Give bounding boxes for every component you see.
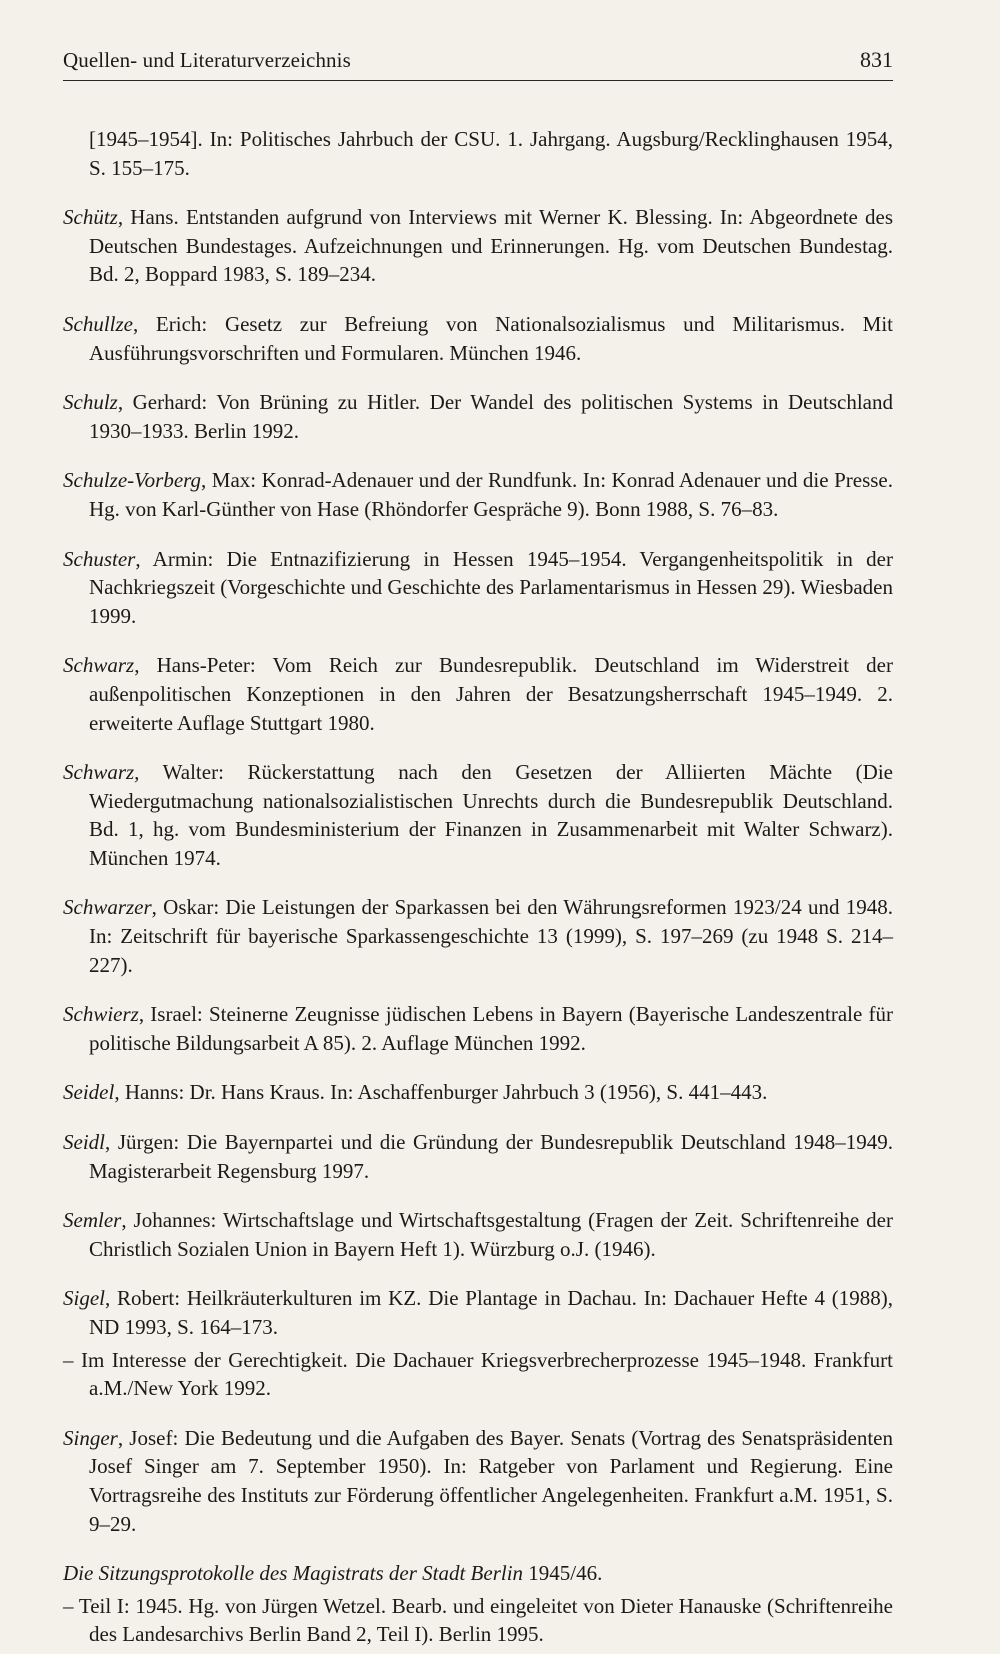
entry-text: , Oskar: Die Leistungen der Sparkassen bei den Währungsreformen 1923/24 und 1948. In: Zeitschrift für bayerische Sparkassengeschichte 13 (1999), S. 197–269 (zu 1948 S. 214–227).: [89, 895, 893, 977]
entry-author: Schwierz: [63, 1002, 139, 1027]
bibliography-entry: [63, 1078, 893, 1107]
entry-author: Schwarz,: [63, 760, 140, 785]
bibliography-entry: [63, 1128, 893, 1185]
entry-text: Teil I: 1945. Hg. von Jürgen Wetzel. Bearb. und eingeleitet von Dieter Hanauske (Schriftenreihe des Landesarchivs Berlin Band 2, Teil I). Berlin 1995.: [78, 1593, 894, 1647]
entry-author: Schulz: [63, 390, 118, 415]
entry-text: , Jürgen: Die Bayernpartei und die Gründung der Bundesrepublik Deutschland 1948–1949. Magisterarbeit Regensburg 1997.: [89, 1130, 893, 1183]
bibliography-entry: [63, 310, 893, 367]
entry-text: [1945–1954]. In: Politisches Jahrbuch der CSU. 1. Jahrgang. Augsburg/Recklinghausen 1954, S. 155–175.: [89, 127, 893, 180]
bibliography-entry: [63, 893, 893, 979]
bibliography-entry: [63, 1424, 893, 1538]
entry-author: Schulze-Vorberg: [63, 468, 202, 493]
bibliography-entry: [63, 1206, 893, 1263]
bibliography-subentry: [63, 1592, 893, 1649]
entry-text: , Erich: Gesetz zur Befreiung von Nationalsozialismus und Militarismus. Mit Ausführungsvorschriften und Formularen. München 1946.: [89, 311, 893, 365]
entry-text: , Josef: Die Bedeutung und die Aufgaben des Bayer. Senats (Vortrag des Senatspräsidenten Josef Singer am 7. September 1950). In: Ratgeber von Parlament und Regierung. Eine Vortragsreihe des Instituts zur Förderung öffentlicher Angelegenheiten. Frankfurt a.M. 1951, S. 9–29.: [89, 1425, 893, 1536]
running-title: Quellen- und Literaturverzeichnis: [63, 48, 351, 72]
entry-author: Seidl: [63, 1130, 105, 1155]
entry-author: Schwarzer: [63, 895, 152, 920]
entry-text: , Johannes: Wirtschaftslage und Wirtschaftsgestaltung (Fragen der Zeit. Schriftenreihe der Christlich Sozialen Union in Bayern Heft 1). Würzburg o.J. (1946).: [89, 1208, 893, 1261]
entry-author: Seidel: [63, 1080, 115, 1105]
entry-text: , Hans-Peter: Vom Reich zur Bundesrepublik. Deutschland im Widerstreit der außenpolitischen Konzeptionen in den Jahren der Besatzungsherrschaft 1945–1949. 2. erweiterte Auflage Stuttgart 1980.: [89, 653, 893, 735]
bibliography-list: [63, 104, 893, 1654]
entry-dash: –: [63, 1593, 79, 1618]
page-number: 831: [860, 47, 893, 72]
bibliography-entry: [63, 651, 893, 737]
entry-title: Die Sitzungsprotokolle des Magistrats der Stadt Berlin: [63, 1561, 524, 1586]
bibliography-entry: [63, 125, 893, 182]
entry-author: Semler: [63, 1208, 122, 1233]
entry-author: Sigel: [63, 1286, 105, 1311]
entry-text: , Israel: Steinerne Zeugnisse jüdischen Lebens in Bayern (Bayerische Landeszentrale für politische Bildungsarbeit A 85). 2. Auflage München 1992.: [89, 1002, 893, 1055]
running-header: [63, 46, 893, 81]
entry-author: Singer: [63, 1425, 118, 1450]
bibliography-entry: [63, 545, 893, 631]
entry-dash: –: [63, 1347, 81, 1372]
bibliography-subentry: [63, 1346, 893, 1403]
entry-text: 1945/46.: [523, 1561, 603, 1586]
entry-text: , Robert: Heilkräuterkulturen im KZ. Die Plantage in Dachau. In: Dachauer Hefte 4 (1988), ND 1993, S. 164–173.: [89, 1286, 893, 1339]
bibliography-entry: [63, 388, 893, 445]
entry-text: Im Interesse der Gerechtigkeit. Die Dachauer Kriegsverbrecherprozesse 1945–1948. Frankfurt a.M./New York 1992.: [80, 1347, 893, 1401]
bibliography-entry: [63, 1559, 893, 1588]
entry-text: , Max: Konrad-Adenauer und der Rundfunk. In: Konrad Adenauer und die Presse. Hg. von Karl-Günther von Hase (Rhöndorfer Gespräche 9). Bonn 1988, S. 76–83.: [89, 468, 893, 521]
entry-author: Schullze: [63, 311, 133, 336]
bibliography-entry: [63, 1000, 893, 1057]
bibliography-entry: [63, 1284, 893, 1341]
bibliography-entry: [63, 758, 893, 872]
entry-author: Schütz: [63, 205, 118, 230]
entry-author: Schwarz: [63, 653, 135, 678]
entry-text: , Hans. Entstanden aufgrund von Interviews mit Werner K. Blessing. In: Abgeordnete des Deutschen Bundestages. Aufzeichnungen und Erinnerungen. Hg. vom Deutschen Bundestag. Bd. 2, Boppard 1983, S. 189–234.: [89, 205, 893, 287]
bibliography-entry: [63, 466, 893, 523]
entry-text: Walter: Rückerstattung nach den Gesetzen der Alliierten Mächte (Die Wiedergutmachung nationalsozialistischen Unrechts durch die Bundesrepublik Deutschland. Bd. 1, hg. vom Bundesministerium der Finanzen in Zusammenarbeit mit Walter Schwarz). München 1974.: [89, 760, 893, 870]
entry-author: Schuster: [63, 546, 136, 571]
bibliography-entry: [63, 203, 893, 289]
entry-text: , Armin: Die Entnazifizierung in Hessen 1945–1954. Vergangenheitspolitik in der Nachkriegszeit (Vorgeschichte und Geschichte des Parlamentarismus in Hessen 29). Wiesbaden 1999.: [89, 546, 893, 628]
entry-text: , Gerhard: Von Brüning zu Hitler. Der Wandel des politischen Systems in Deutschland 1930–1933. Berlin 1992.: [89, 390, 893, 443]
entry-text: , Hanns: Dr. Hans Kraus. In: Aschaffenburger Jahrbuch 3 (1956), S. 441–443.: [114, 1080, 768, 1105]
